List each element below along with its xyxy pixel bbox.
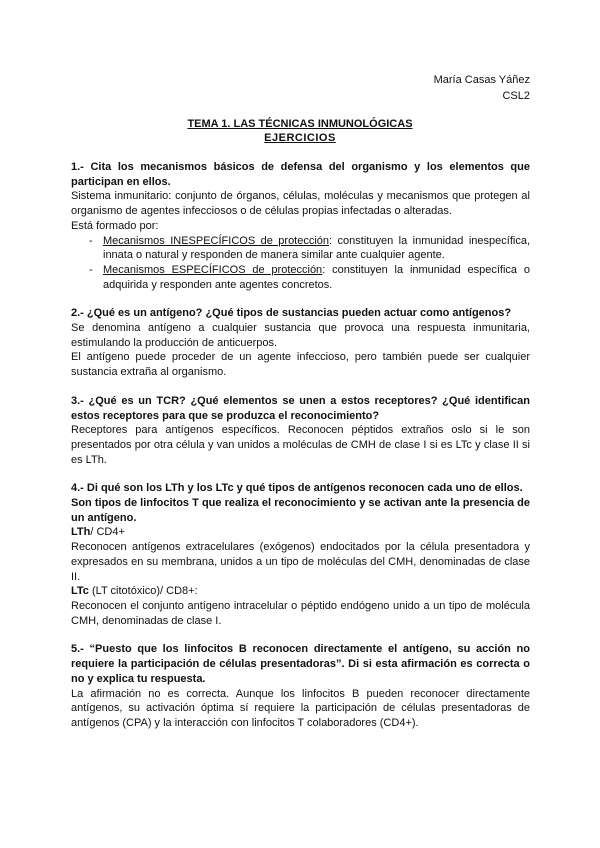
- answer-paragraph: Receptores para antígenos específicos. Reconocen péptidos extraños oslo si le son presentados por otra célula y van unidos a moléculas de CMH de clase I si es LTc y clase II si es LTh.: [71, 424, 530, 466]
- defense-mechanism-list: [71, 234, 530, 293]
- list-item-term: Mecanismos ESPECÍFICOS de protección: [103, 263, 323, 276]
- section-4: [71, 481, 530, 628]
- lth-heading: [71, 525, 530, 540]
- list-dash: -: [89, 263, 93, 276]
- answer-paragraph: Está formado por:: [71, 219, 159, 232]
- answer-paragraph: Sistema inmunitario: conjunto de órganos, células, moléculas y mecanismos que protegen al organismo de agentes infecciosos o de células propias infectadas o alteradas.: [71, 190, 530, 218]
- question-3: 3.- ¿Qué es un TCR? ¿Qué elementos se unen a estos receptores? ¿Qué identifican estos receptores para que se produzca el reconocimiento?: [71, 394, 530, 422]
- answer-paragraph: Se denomina antígeno a cualquier sustancia que provoca una respuesta inmunitaria, estimulando la producción de anticuerpos.: [71, 322, 530, 349]
- question-2: 2.- ¿Qué es un antígeno? ¿Qué tipos de sustancias pueden actuar como antígenos?: [71, 307, 512, 320]
- document-header: [434, 72, 530, 104]
- lth-rest: / CD4+: [90, 526, 125, 539]
- question-5: 5.- “Puesto que los linfocitos B reconocen directamente el antígeno, su acción no requiere la participación de células presentadoras”. Di si esta afirmación es correcta o no y explica tu respuesta.: [71, 643, 530, 685]
- list-item-term: Mecanismos INESPECÍFICOS de protección: [103, 234, 330, 247]
- answer-paragraph: Reconocen el conjunto antígeno intracelular o péptido endógeno unido a un tipo de molécula CMH, denominadas de clase I.: [71, 599, 530, 627]
- document-title: [0, 117, 600, 145]
- answer-paragraph: El antígeno puede proceder de un agente infeccioso, pero también puede ser cualquier sustancia extraña al organismo.: [71, 351, 530, 379]
- list-dash: -: [89, 234, 93, 247]
- section-1: [71, 160, 530, 292]
- ltc-label: LTc: [71, 585, 89, 598]
- question-4: 4.- Di qué son los LTh y los LTc y qué tipos de antígenos reconocen cada uno de ellos.: [71, 482, 523, 495]
- list-item-text: : constituyen la inmunidad específica o adquirida y responden ante agentes concretos.: [103, 263, 530, 291]
- lth-label: LTh: [71, 526, 91, 539]
- title-line-1: TEMA 1. LAS TÉCNICAS INMUNOLÓGICAS: [187, 118, 413, 130]
- title-line-2: EJERCICIOS: [264, 132, 336, 144]
- question-4-subtitle: Son tipos de linfocitos T que realiza el reconocimiento y se activan ante la presencia de un antígeno.: [71, 497, 530, 524]
- question-1: 1.- Cita los mecanismos básicos de defensa del organismo y los elementos que participan en ellos.: [71, 161, 530, 188]
- ltc-heading: [71, 584, 530, 599]
- section-5: [71, 642, 530, 730]
- document-body: [71, 160, 530, 745]
- section-3: [71, 394, 530, 468]
- list-item-text: : constituyen la inmunidad inespecífica, innata o natural y responden de manera similar ante cualquier agente.: [103, 234, 531, 262]
- section-2: [71, 306, 530, 380]
- list-item: [71, 234, 530, 263]
- ltc-rest: (LT citotóxico)/ CD8+:: [88, 585, 198, 598]
- answer-paragraph: Reconocen antígenos extracelulares (exógenos) endocitados por la célula presentadora y expresados en su membrana, unidos a un tipo de moléculas del CMH, denominadas de clase II.: [71, 541, 530, 583]
- author-name: María Casas Yáñez: [433, 74, 530, 86]
- answer-paragraph: La afirmación no es correcta. Aunque los linfocitos B pueden reconocer directamente antígenos, su activación óptima sí requiere la participación de células presentadoras de antígenos (CPA) y la interacción con linfocitos T colaboradores (CD4+).: [71, 687, 530, 729]
- list-item: [71, 263, 530, 292]
- group-code: CSL2: [502, 90, 530, 102]
